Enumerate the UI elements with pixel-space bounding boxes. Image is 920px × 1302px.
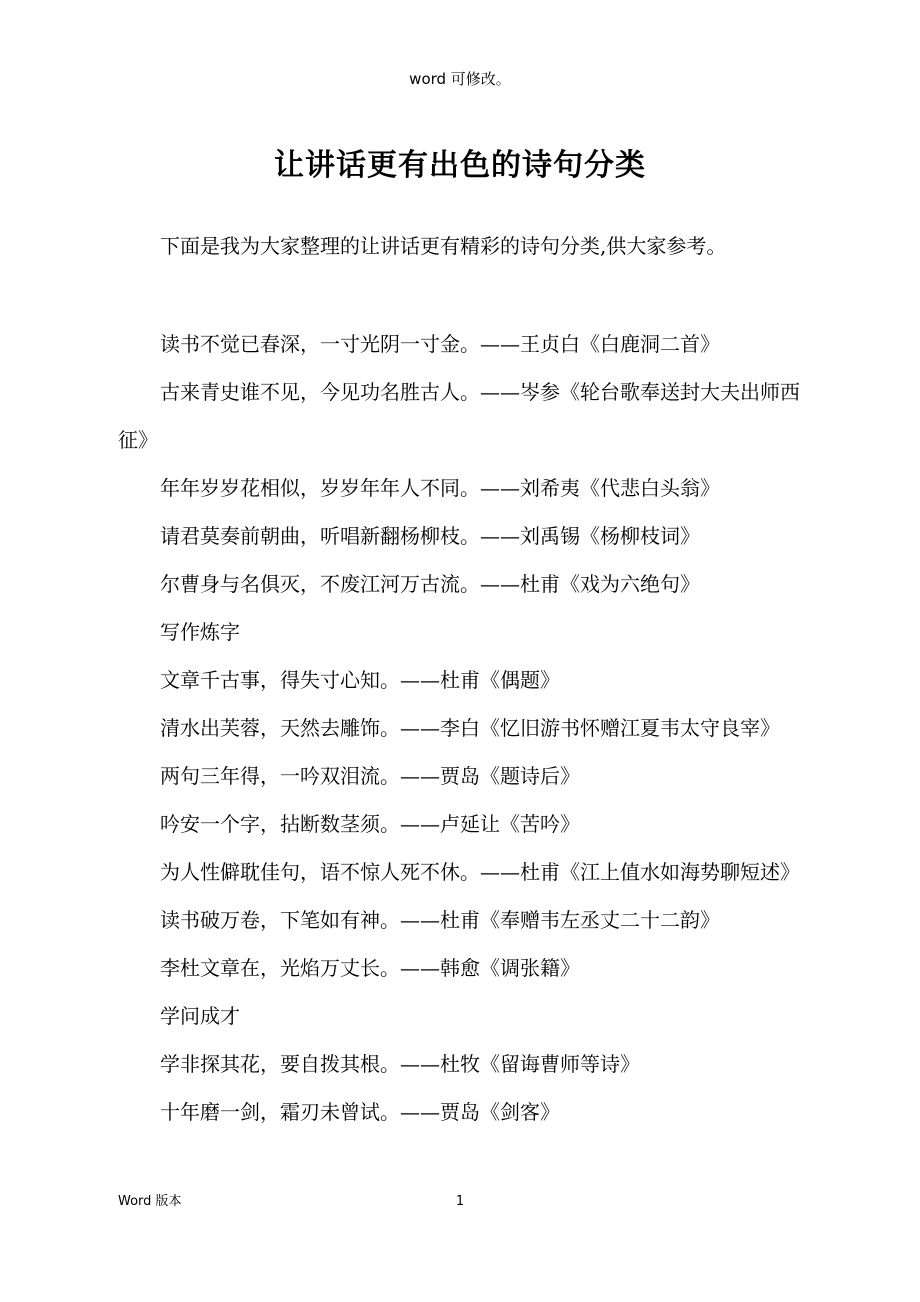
poem-line: 读书不觉已春深，一寸光阴一寸金。——王贞白《白鹿洞二首》 — [160, 332, 720, 356]
poem-line: 清水出芙蓉，天然去雕饰。——李白《忆旧游书怀赠江夏韦太守良宰》 — [160, 716, 780, 740]
poem-line: 文章千古事，得失寸心知。——杜甫《偶题》 — [160, 668, 560, 692]
poem-line: 尔曹身与名俱灭，不废江河万古流。——杜甫《戏为六绝句》 — [160, 572, 700, 596]
poem-line: 学非探其花，要自拨其根。——杜牧《留诲曹师等诗》 — [160, 1052, 640, 1076]
poem-line: 十年磨一剑，霜刃未曾试。——贾岛《剑客》 — [160, 1100, 560, 1124]
footer-page-number: 1 — [455, 1194, 465, 1209]
poem-line: 请君莫奏前朝曲，听唱新翻杨柳枝。——刘禹锡《杨柳枝词》 — [160, 524, 700, 548]
poem-line: 读书破万卷，下笔如有神。——杜甫《奉赠韦左丞丈二十二韵》 — [160, 908, 720, 932]
section-heading: 写作炼字 — [160, 620, 240, 644]
poem-line: 李杜文章在，光焰万丈长。——韩愈《调张籍》 — [160, 956, 580, 980]
poem-line: 吟安一个字，拈断数茎须。——卢延让《苦吟》 — [160, 812, 580, 836]
intro-paragraph: 下面是我为大家整理的让讲话更有精彩的诗句分类,供大家参考。 — [160, 234, 727, 258]
document-title: 让讲话更有出色的诗句分类 — [274, 148, 646, 183]
page-header: word 可修改。 — [409, 70, 511, 88]
poem-list — [118, 320, 808, 1136]
footer-version-label: Word 版本 — [118, 1194, 182, 1209]
poem-line: 年年岁岁花相似，岁岁年年人不同。——刘希夷《代悲白头翁》 — [160, 476, 720, 500]
poem-line: 为人性僻耽佳句，语不惊人死不休。——杜甫《江上值水如海势聊短述》 — [160, 860, 800, 884]
section-heading: 学问成才 — [160, 1004, 240, 1028]
poem-line: 两句三年得，一吟双泪流。——贾岛《题诗后》 — [160, 764, 580, 788]
poem-line: 古来青史谁不见，今见功名胜古人。——岑参《轮台歌奉送封大夫出师西征》 — [118, 380, 800, 452]
